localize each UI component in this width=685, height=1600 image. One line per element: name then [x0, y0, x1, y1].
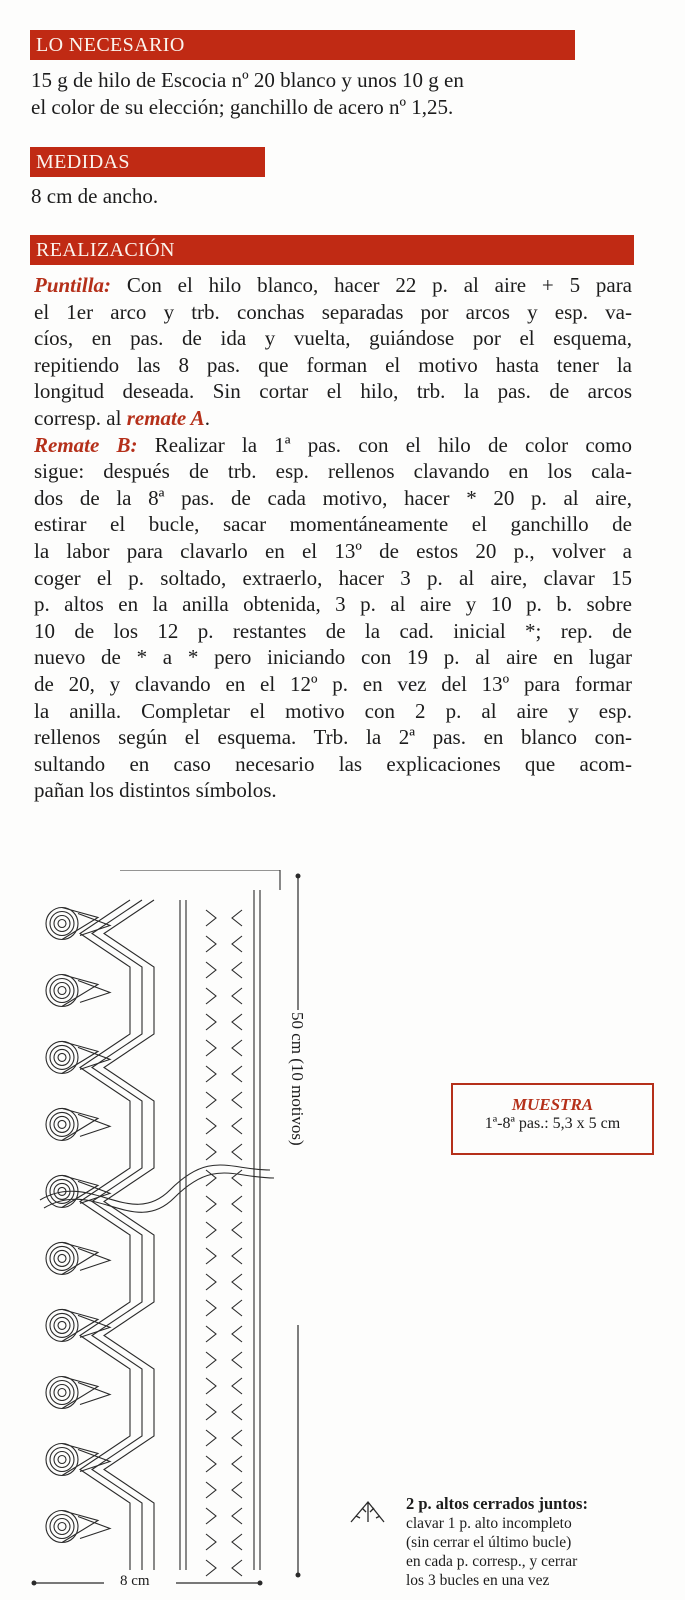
remate-b-line-3: dos de la 8ª pas. de cada motivo, hacer * 20 p. al aire,: [34, 485, 632, 510]
stitch-symbol: [232, 962, 242, 978]
ring-motif: [54, 916, 70, 932]
gauge-box: [451, 1083, 654, 1155]
stitch-symbol: [206, 1092, 216, 1108]
ring-motif: [54, 983, 70, 999]
ring-motif: [54, 1519, 70, 1535]
stitch-symbol: [206, 1404, 216, 1420]
stitch-symbol: [206, 1066, 216, 1082]
legend-line-2: (sin cerrar el último bucle): [406, 1534, 572, 1551]
stitch-symbol: [206, 1430, 216, 1446]
necesario-text: [31, 67, 576, 120]
puntilla-label: Puntilla:: [34, 273, 112, 297]
width-dimension-label: 8 cm: [120, 1573, 150, 1589]
remate-a-ref: remate A: [126, 405, 205, 430]
ring-motif: [46, 1511, 78, 1543]
ring-motif: [58, 1254, 66, 1262]
ring-motif: [58, 1456, 66, 1464]
stitch-symbol: [206, 1456, 216, 1472]
stitch-symbol: [206, 1534, 216, 1550]
stitch-symbol: [232, 1534, 242, 1550]
ring-motif: [54, 1116, 70, 1132]
ring-motif: [58, 1389, 66, 1397]
stitch-symbol: [206, 1274, 216, 1290]
stitch-symbol: [206, 1248, 216, 1264]
stitch-symbol: [206, 936, 216, 952]
gauge-title: MUESTRA: [511, 1095, 594, 1114]
ring-motif: [54, 1385, 70, 1401]
stitch-symbol: [232, 1404, 242, 1420]
stitch-symbol: [232, 1378, 242, 1394]
stitch-symbol: [206, 1352, 216, 1368]
puntilla-line-5: longitud deseada. Sin cortar el hilo, trb. la pas. de arcos: [34, 379, 632, 404]
stitch-symbol: [206, 1170, 216, 1186]
stitch-symbol: [206, 1118, 216, 1134]
crochet-diagram: [20, 870, 320, 1600]
ring-motif: [58, 1523, 66, 1531]
remate-b-line-12: rellenos según el esquema. Trb. la 2ª pas. en blanco con-: [34, 725, 632, 750]
section-header-medidas: MEDIDAS: [30, 147, 265, 177]
remate-b-line-11: la anilla. Completar el motivo con 2 p. al aire y esp.: [34, 698, 632, 723]
ring-motif: [46, 1242, 78, 1274]
stitch-symbol: [232, 988, 242, 1004]
stitch-symbol: [232, 1040, 242, 1056]
remate-b-label: Remate B:: [34, 432, 138, 457]
puntilla-line-2: el 1er arco y trb. conchas separadas por arcos y esp. va-: [34, 299, 632, 324]
puntilla-line-3: cíos, en pas. de ida y vuelta, guiándose por el esquema,: [34, 326, 632, 351]
medidas-text: 8 cm de ancho.: [31, 184, 159, 208]
stitch-symbol: [232, 1430, 242, 1446]
stitch-symbol: [232, 1326, 242, 1342]
stitch-symbol: [232, 1560, 242, 1576]
stitch-symbol: [232, 1092, 242, 1108]
contrast-thread: [40, 1165, 270, 1204]
length-dimension-label: 50 cm (10 motivos): [288, 1012, 307, 1146]
ring-motif: [46, 1108, 78, 1140]
ring-motif: [54, 1049, 70, 1065]
stitch-symbol: [232, 1352, 242, 1368]
stitch-symbol: [206, 962, 216, 978]
remate-b-line-13: sultando en caso necesario las explicaciones que acom-: [34, 751, 632, 776]
ring-motif: [54, 1250, 70, 1266]
ring-motif: [46, 1309, 78, 1341]
dimension-end-dot: [296, 1573, 301, 1578]
stitch-symbol: [206, 1014, 216, 1030]
stitch-symbol: [232, 1066, 242, 1082]
stitch-symbol: [232, 1274, 242, 1290]
remate-b-line-5: la labor para clavarlo en el 13º de estos 20 p., volver a: [34, 538, 632, 563]
legend-line-1: clavar 1 p. alto incompleto: [406, 1515, 572, 1532]
remate-b-line-1: Remate B: Realizar la 1ª pas. con el hilo de color como: [34, 432, 633, 457]
stitch-symbol: [206, 1300, 216, 1316]
stitch-symbol: [206, 1196, 216, 1212]
remate-b-line-6: coger el p. soltado, extraerlo, hacer 3 p. al aire, clavar 15: [34, 565, 632, 590]
remate-b-line-10: de 20, y clavando en el 12º p. en vez del 13º para formar: [34, 671, 632, 696]
ring-motif: [58, 1053, 66, 1061]
zigzag-line: [104, 900, 154, 1570]
ring-motif: [46, 908, 78, 940]
legend-line-4: los 3 bucles en una vez: [406, 1572, 550, 1589]
ring-motif: [46, 1377, 78, 1409]
section-header-realizacion: REALIZACIÓN: [30, 235, 634, 265]
ring-motif: [58, 920, 66, 928]
stitch-symbol: [232, 1014, 242, 1030]
dimension-end-dot: [258, 1581, 263, 1586]
gauge-text: 1ª-8ª pas.: 5,3 x 5 cm: [484, 1115, 621, 1132]
puntilla-line-1: Puntilla: Con el hilo blanco, hacer 22 p. al aire + 5 para: [34, 273, 633, 297]
section-header-necesario: LO NECESARIO: [30, 30, 575, 60]
stitch-symbol: [232, 1196, 242, 1212]
stitch-symbol: [232, 910, 242, 926]
dimension-end-dot: [32, 1581, 37, 1586]
stitch-symbol: [206, 1508, 216, 1524]
remate-b-line-7: p. altos en la anilla obtenida, 3 p. al aire y 10 p. b. sobre: [34, 592, 632, 617]
ring-motif: [58, 987, 66, 995]
ring-motif: [58, 1120, 66, 1128]
stitch-symbol: [206, 1326, 216, 1342]
ring-motif: [46, 1444, 78, 1476]
ring-motif: [58, 1321, 66, 1329]
stitch-symbol: [206, 1144, 216, 1160]
stitch-symbol: [232, 1248, 242, 1264]
stitch-symbol: [232, 1508, 242, 1524]
ring-motif: [46, 1041, 78, 1073]
stitch-symbol: [232, 1300, 242, 1316]
cluster-stitch-icon: [348, 1496, 392, 1526]
remate-b-line-2: sigue: después de trb. esp. rellenos clavando en los cala-: [34, 459, 632, 484]
ring-motif: [54, 1317, 70, 1333]
legend-title: 2 p. altos cerrados juntos:: [406, 1494, 588, 1513]
necesario-line-1: 15 g de hilo de Escocia nº 20 blanco y unos 10 g en: [31, 68, 464, 92]
remate-b-line-14: pañan los distintos símbolos.: [34, 778, 277, 803]
stitch-symbol: [232, 936, 242, 952]
stitch-symbol: [206, 1482, 216, 1498]
puntilla-line-6: corresp. al remate A.: [34, 405, 210, 430]
remate-b-line-9: nuevo de * a * pero iniciando con 19 p. al aire en lugar: [34, 645, 632, 670]
ring-motif: [46, 975, 78, 1007]
stitch-symbol: [232, 1118, 242, 1134]
necesario-line-2: el color de su elección; ganchillo de acero nº 1,25.: [31, 94, 454, 119]
stitch-symbol: [206, 988, 216, 1004]
dimension-end-dot: [296, 874, 301, 879]
stitch-symbol: [206, 910, 216, 926]
stitch-symbol: [232, 1170, 242, 1186]
stitch-symbol: [232, 1482, 242, 1498]
ring-motif: [54, 1452, 70, 1468]
stitch-symbol: [206, 1378, 216, 1394]
remate-b-line-4: estirar el bucle, sacar momentáneamente el ganchillo de: [34, 512, 632, 537]
stitch-symbol: [232, 1222, 242, 1238]
stitch-symbol: [206, 1222, 216, 1238]
zigzag-line: [92, 900, 142, 1570]
realizacion-body: [34, 272, 632, 804]
remate-b-line-8: 10 de los 12 p. restantes de la cad. inicial *; rep. de: [34, 618, 632, 643]
stitch-symbol: [232, 1144, 242, 1160]
stitch-symbol: [206, 1560, 216, 1576]
puntilla-line-4: repitiendo las 8 pas. que forman el motivo hasta tener la: [34, 352, 632, 377]
heading-line: [120, 870, 280, 890]
stitch-symbol: [206, 1040, 216, 1056]
legend-line-3: en cada p. corresp., y cerrar: [406, 1553, 578, 1570]
stitch-symbol: [232, 1456, 242, 1472]
legend: [406, 1494, 646, 1590]
